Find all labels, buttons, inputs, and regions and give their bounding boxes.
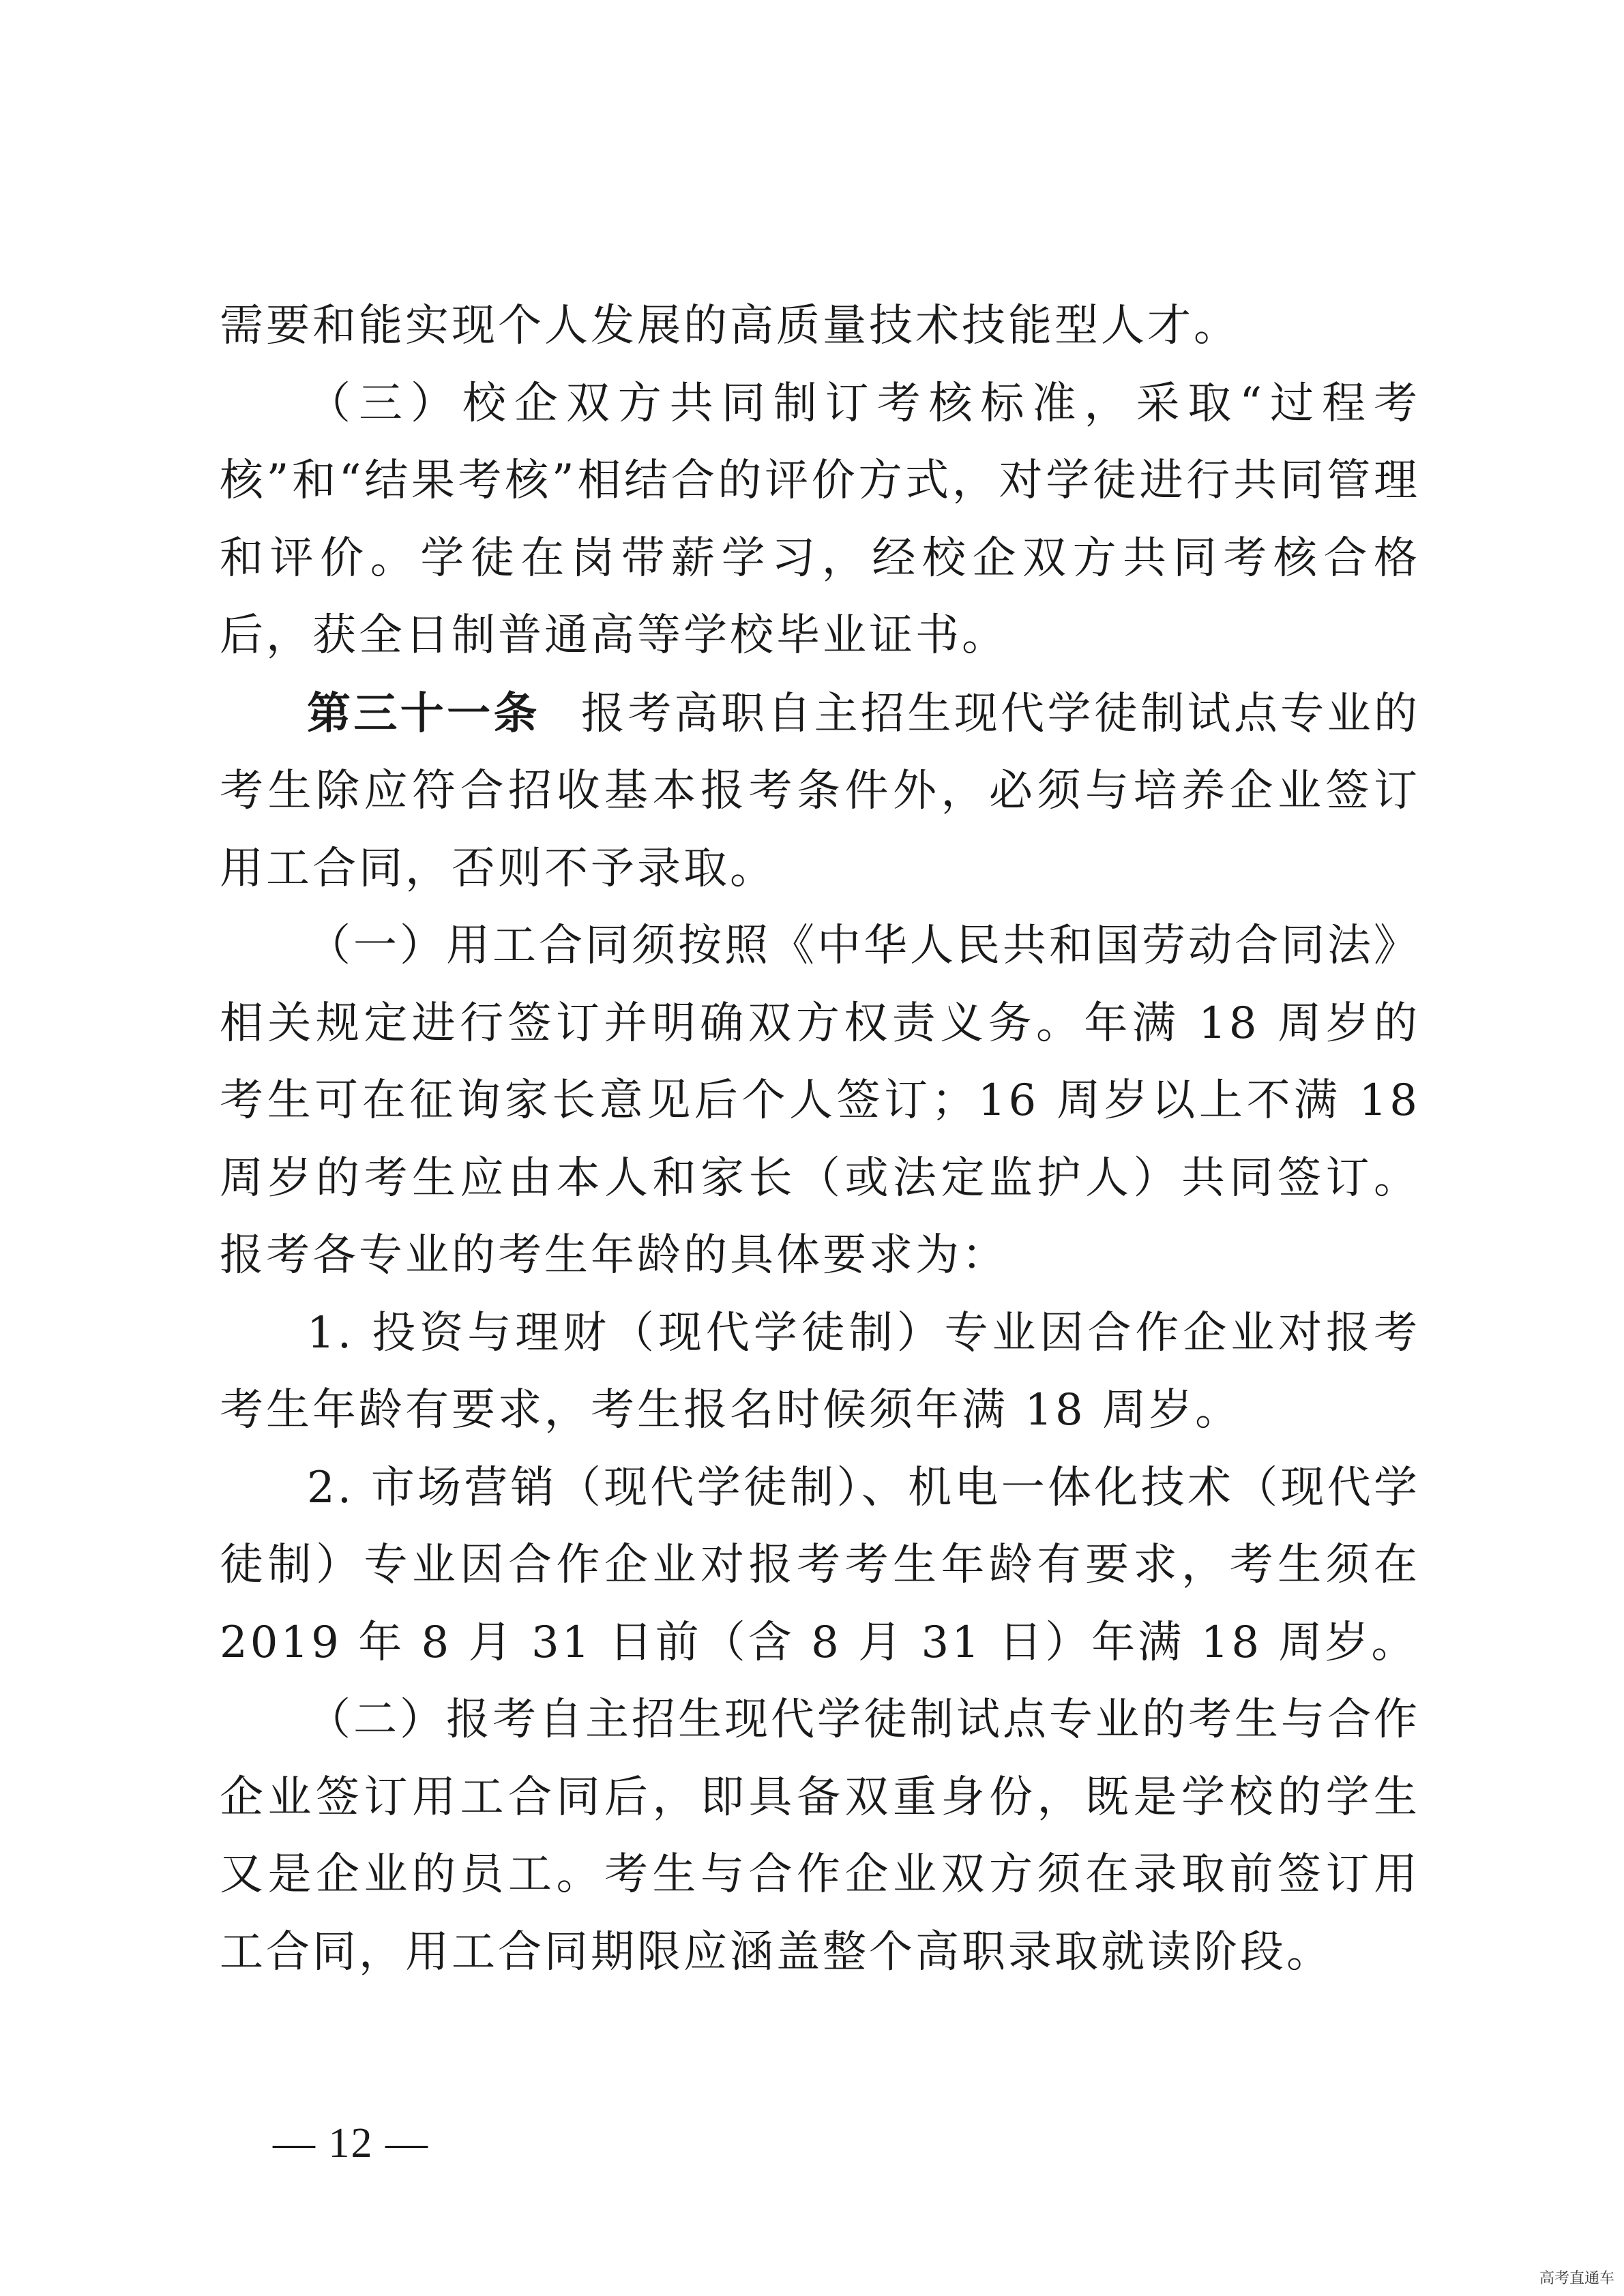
article-label: 第三十一条 — [307, 687, 540, 739]
article-text: 报考高职自主招生现代学徒制试点专业的考生除应符合招收基本报考条件外，必须与培养企业签订用工合同，否则不予录取。 — [220, 688, 1421, 894]
paragraph-contract: （一）用工合同须按照《中华人民共和国劳动合同法》相关规定进行签订并明确双方权责义务。年满 18 周岁的考生可在征询家长意见后个人签订；16 周岁以上不满 18 周岁的考生应由本人和家长（或法定监护人）共同签订。报考各专业的考生年龄的具体要求为： — [220, 921, 1420, 1281]
paragraph-article-31 — [220, 675, 1420, 908]
paragraph-assessment: （三）校企双方共同制订考核标准，采取“过程考核”和“结果考核”相结合的评价方式，对学徒进行共同管理和评价。学徒在岗带薪学习，经校企双方共同考核合格后，获全日制普通高等学校毕业证书。 — [220, 378, 1420, 661]
paragraph-item-1: 1. 投资与理财（现代学徒制）专业因合作企业对报考考生年龄有要求，考生报名时候须年满 18 周岁。 — [220, 1307, 1420, 1435]
paragraph-dual-identity: （二）报考自主招生现代学徒制试点专业的考生与合作企业签订用工合同后，即具备双重身份，既是学校的学生又是企业的员工。考生与合作企业双方须在录取前签订用工合同，用工合同期限应涵盖整个高职录取就读阶段。 — [220, 1695, 1420, 1978]
watermark: 高考直通车 — [1539, 2270, 1614, 2287]
paragraph-continuation: 需要和能实现个人发展的高质量技术技能型人才。 — [220, 301, 1240, 351]
document-body — [220, 288, 1420, 1991]
page-number: — 12 — — [273, 2120, 429, 2166]
paragraph-item-2: 2. 市场营销（现代学徒制）、机电一体化技术（现代学徒制）专业因合作企业对报考考生年龄有要求，考生须在 2019 年 8 月 31 日前（含 8 月 31 日）年满 18 周岁。 — [220, 1462, 1420, 1668]
